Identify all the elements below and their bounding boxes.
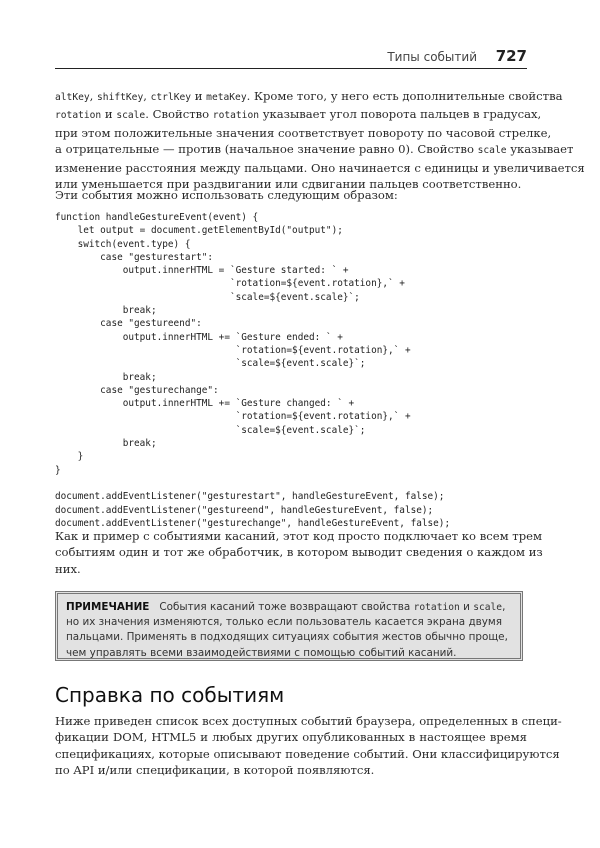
text-line: событиям один и тот же обработчик, в котором выводит сведения о каждом из: [55, 545, 543, 560]
text: а отрицательные — против (начальное значение равно 0). Свойство: [55, 142, 478, 157]
inline-code: metaKey: [206, 92, 247, 103]
text-line: [55, 106, 542, 124]
paragraph-usage-intro: [55, 187, 527, 203]
text: . Кроме того, у него есть дополнительные свойства: [246, 89, 563, 103]
running-header: [55, 44, 527, 69]
inline-code: altKey: [55, 92, 90, 103]
inline-code: scale: [473, 602, 503, 613]
text-line: них.: [55, 561, 81, 576]
note-line: [66, 646, 512, 661]
text: ,: [502, 601, 506, 613]
text-line: по API и/или спецификации, в которой появляются.: [55, 763, 375, 778]
text-line: Как и пример с событиями касаний, этот код просто подключает ко всем трем: [55, 529, 542, 543]
text: ,: [143, 89, 151, 103]
text-line: Эти события можно использовать следующим образом:: [55, 188, 398, 202]
text-line: [55, 125, 552, 141]
inline-code: scale: [116, 110, 146, 122]
section-title: Типы событий: [387, 50, 477, 64]
text: и: [459, 601, 474, 613]
text-line: спецификациях, которые описывают поведение событий. Они классифицируются: [55, 746, 560, 761]
inline-code: rotation: [212, 110, 260, 122]
text: при этом положительные значения соответствует повороту по часовой стрелке,: [55, 125, 552, 140]
text-line: [55, 88, 563, 106]
inline-code: scale: [477, 145, 507, 157]
note-line: [66, 600, 512, 615]
text: изменение расстояния между пальцами. Оно начинается с единицы и увеличивается: [55, 160, 585, 175]
inline-code: rotation: [413, 602, 460, 613]
text: пальцами. Применять в подходящих ситуациях события жестов обычно проще,: [66, 631, 508, 644]
text: События касаний тоже возвращают свойства: [159, 601, 414, 613]
text-line: фикации DOM, HTML5 и любых других опубликованных в настоящее время: [55, 730, 527, 745]
text: ,: [89, 89, 98, 103]
section-heading: Справка по событиям: [55, 683, 285, 707]
note-label: ПРИМЕЧАНИЕ: [66, 601, 150, 613]
text-line: Ниже приведен список всех доступных событий браузера, определенных в специ-: [55, 714, 562, 728]
page-number: 727: [495, 47, 527, 65]
text: но их значения изменяются, только если пользователь касается экрана двумя: [66, 616, 503, 629]
text-line: [55, 160, 585, 176]
text: и: [101, 107, 117, 122]
code-listing: function handleGestureEvent(event) { let output = document.getElementById("output"); switch(event.type) { case "gesturestart": output.innerHTML = `Gesture started: ` + `rotation=${event.rotation},` + `scale=${event.scale}`; break; case "gestureend": output.innerHTML += `Gesture ended: ` + `rotation=${event.rotation},` + `scale=${event.scale}`; break; case "gesturechange": output.innerHTML += `Gesture changed: ` + `rotation=${event.rotation},` + `scale=${event.scale}`; break; } } document.addEventListener("gesturestart", handleGestureEvent, false); document.addEventListener("gestureend", handleGestureEvent, false); document.addEventListener("gesturechange", handleGestureEvent, false);: [55, 212, 451, 529]
paragraph-events-reference: [55, 713, 562, 779]
note-box: [55, 591, 523, 661]
paragraph-gesture-properties: [55, 88, 585, 192]
text: указывает: [506, 142, 574, 157]
note-line: [66, 615, 512, 630]
inline-code: ctrlKey: [150, 92, 192, 103]
inline-code: shiftKey: [97, 92, 144, 103]
inline-code: rotation: [55, 110, 102, 122]
text: указывает угол поворота пальцев в градусах,: [259, 107, 542, 122]
text: чем управлять всеми взаимодействиями с помощью событий касаний.: [66, 646, 457, 659]
text-line: [55, 141, 574, 159]
text: и: [191, 89, 207, 103]
note-line: [66, 630, 512, 645]
text: или уменьшается при раздвигании или сдвигании пальцев соответственно.: [55, 177, 522, 192]
text: . Свойство: [145, 107, 213, 122]
paragraph-handler-explanation: [55, 528, 543, 577]
